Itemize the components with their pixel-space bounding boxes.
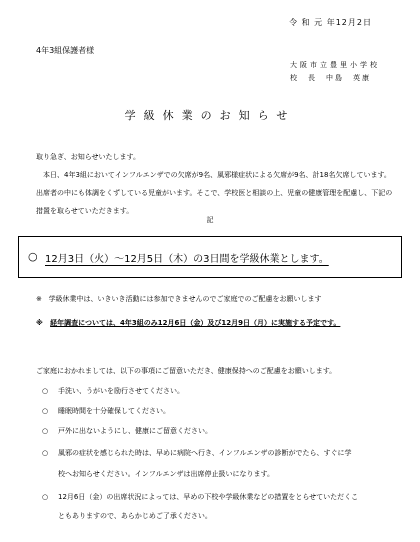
greeting-text: 取り急ぎ、お知らせいたします。 xyxy=(36,153,140,161)
note-mark: ※ xyxy=(36,295,42,303)
list-item-continuation: ともありますので、あらかじめご了承ください。 xyxy=(58,512,212,520)
list-item-continuation: 校へお知らせください。インフルエンザは出席停止扱いになります。 xyxy=(58,470,274,478)
closure-bullet: ○ xyxy=(28,250,38,263)
list-item xyxy=(42,448,351,458)
note-text-underlined: 経年調査については、4年3組のみ12月6日（金）及び12月9日（月）に実施する予定です。 xyxy=(50,319,341,327)
body-paragraph: 本日、4年3組においてインフルエンザでの欠席が9名、風邪様症状による欠席が9名、計18名欠席しています。出席者の中にも体調をくずしている児童がいます。そこで、学校医と相談の上、児童の健康管理を配慮し、下記の措置を取らせていただきます。 xyxy=(36,171,393,215)
note-text: 学級休業中は、いきいき活動には参加できませんのでご家庭でのご配慮をお願いします xyxy=(48,295,322,303)
list-item xyxy=(42,492,358,502)
list-item-text: 手洗い、うがいを励行させてください。 xyxy=(58,387,184,395)
bullet-mark: ○ xyxy=(42,493,49,501)
list-item-text: 戸外に出ないようにし、健康にご留意ください。 xyxy=(58,427,212,435)
request-text: ご家庭におかれましては、以下の事項にご留意いただき、健康保持へのご配慮をお願いします。 xyxy=(36,367,337,375)
list-item-text: 12月6日（金）の出席状況によっては、早めの下校や学級休業などの措置をとらせていただくこ xyxy=(58,493,359,501)
list-item xyxy=(42,426,212,436)
closure-text: 12月3日（火）～12月5日（木）の3日間を学級休業とします。 xyxy=(45,254,329,265)
document-title: 学級休業のお知らせ xyxy=(124,109,296,122)
bullet-mark: ○ xyxy=(42,427,49,435)
principal-name: 校 長 中島 英康 xyxy=(290,74,371,82)
school-name: 大阪市立豊里小学校 xyxy=(290,61,380,69)
list-item xyxy=(42,406,170,416)
document-date: 令 和 元 年12月2日 xyxy=(289,18,372,27)
addressee: 4年3組保護者様 xyxy=(36,46,95,55)
bullet-mark: ○ xyxy=(42,387,49,395)
note-mark: ※ xyxy=(36,319,43,327)
list-item-text: 睡眠時間を十分確保してください。 xyxy=(58,407,170,415)
ki-heading: 記 xyxy=(206,216,214,224)
bullet-mark: ○ xyxy=(42,407,49,415)
note-activity xyxy=(36,294,322,304)
list-item-text: 風邪の症状を感じられた時は、早めに病院へ行き、インフルエンザの診断がでたら、すぐに学 xyxy=(58,449,352,457)
note-survey xyxy=(36,318,340,328)
list-item xyxy=(42,386,184,396)
bullet-mark: ○ xyxy=(42,449,49,457)
